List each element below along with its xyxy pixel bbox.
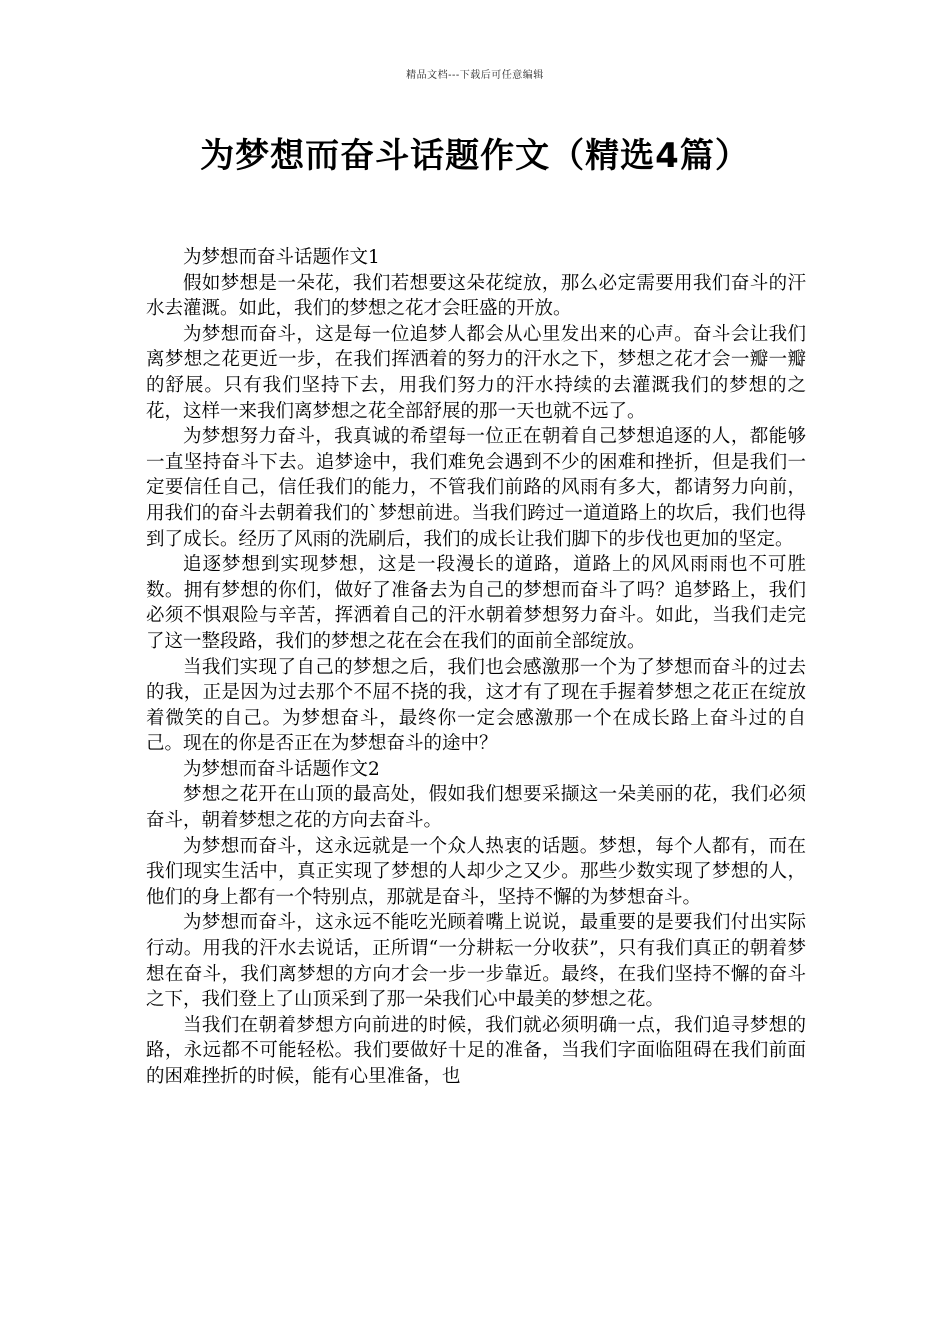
body-paragraph: 为梦想而奋斗，这是每一位追梦人都会从心里发出来的心声。奋斗会让我们离梦想之花更近一步，在我们挥洒着的努力的汗水之下，梦想之花才会一瓣一瓣的舒展。只有我们坚持下去，用我们努力的汗水持续的去灌溉我们的梦想的之花，这样一来我们离梦想之花全部舒展的那一天也就不远了。 bbox=[146, 323, 806, 422]
body-paragraph: 为梦想而奋斗，这永远不能吃光顾着嘴上说说，最重要的是要我们付出实际行动。用我的汗水去说话，正所谓“一分耕耘一分收获”，只有我们真正的朝着梦想在奋斗，我们离梦想的方向才会一步一步靠近。最终，在我们坚持不懈的奋斗之下，我们登上了山顶采到了那一朵我们心中最美的梦想之花。 bbox=[146, 912, 806, 1011]
body-paragraph: 为梦想努力奋斗，我真诚的希望每一位正在朝着自己梦想追逐的人，都能够一直坚持奋斗下去。追梦途中，我们难免会遇到不少的困难和挫折，但是我们一定要信任自己，信任我们的能力，不管我们前路的风雨有多大，都请努力向前，用我们的奋斗去朝着我们的`梦想前进。当我们跨过一道道路上的坎后，我们也得到了成长。经历了风雨的洗刷后，我们的成长让我们脚下的步伐也更加的坚定。 bbox=[146, 426, 806, 550]
header-note: 精品文档---下载后可任意编辑 bbox=[406, 70, 544, 81]
essay-subheading: 为梦想而奋斗话题作文2 bbox=[183, 758, 380, 780]
body-paragraph: 当我们实现了自己的梦想之后，我们也会感激那一个为了梦想而奋斗的过去的我，正是因为过去那个不屈不挠的我，这才有了现在手握着梦想之花正在绽放着微笑的自己。为梦想奋斗，最终你一定会感激那一个在成长路上奋斗过的自己。现在的你是否正在为梦想奋斗的途中？ bbox=[146, 656, 806, 755]
body-paragraph: 追逐梦想到实现梦想，这是一段漫长的道路，道路上的风风雨雨也不可胜数。拥有梦想的你们，做好了准备去为自己的梦想而奋斗了吗？追梦路上，我们必须不惧艰险与辛苦，挥洒着自己的汗水朝着梦想努力奋斗。如此，当我们走完了这一整段路，我们的梦想之花在会在我们的面前全部绽放。 bbox=[146, 554, 806, 652]
document-title: 为梦想而奋斗话题作文（精选4篇） bbox=[200, 136, 750, 176]
essay-subheading: 为梦想而奋斗话题作文1 bbox=[183, 247, 380, 268]
body-paragraph: 当我们在朝着梦想方向前进的时候，我们就必须明确一点，我们追寻梦想的路，永远都不可能轻松。我们要做好十足的准备，当我们字面临阻碍在我们前面的困难挫折的时候，能有心里准备，也 bbox=[146, 1014, 806, 1087]
document-body bbox=[146, 245, 806, 1090]
body-paragraph: 梦想之花开在山顶的最高处，假如我们想要采撷这一朵美丽的花，我们必须奋斗，朝着梦想之花的方向去奋斗。 bbox=[146, 784, 806, 832]
body-paragraph: 为梦想而奋斗，这永远就是一个众人热衷的话题。梦想，每个人都有，而在我们现实生活中，真正实现了梦想的人却少之又少。那些少数实现了梦想的人，他们的身上都有一个特别点，那就是奋斗，坚持不懈的为梦想奋斗。 bbox=[146, 835, 806, 908]
body-paragraph: 假如梦想是一朵花，我们若想要这朵花绽放，那么必定需要用我们奋斗的汗水去灌溉。如此，我们的梦想之花才会旺盛的开放。 bbox=[146, 272, 806, 320]
